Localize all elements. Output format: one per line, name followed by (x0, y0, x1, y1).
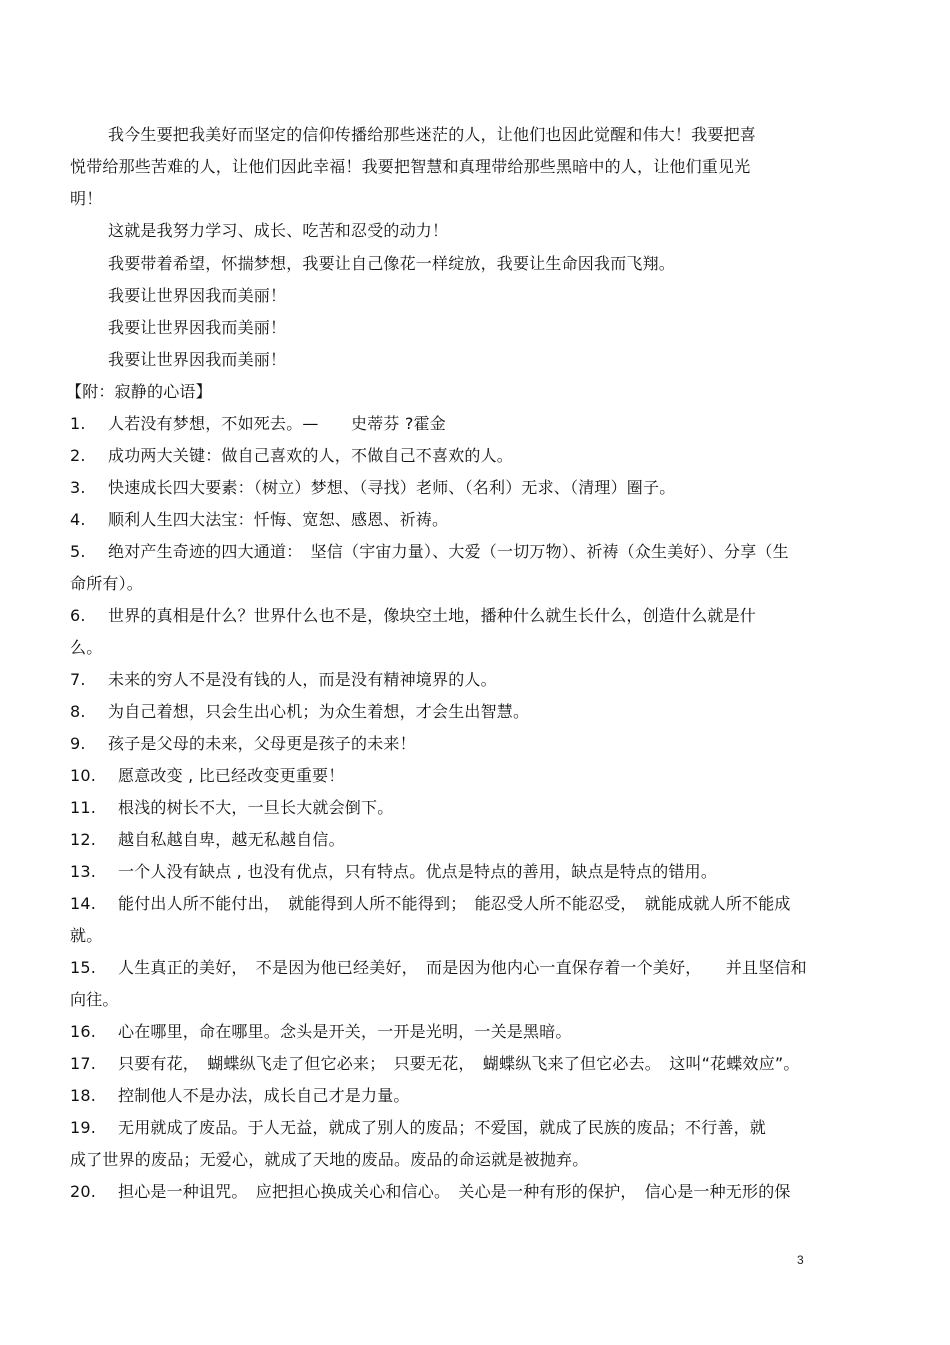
item-text: 越自私越自卑，越无私越自信。 (118, 830, 345, 849)
list-item (70, 1053, 880, 1075)
item-text: 担心是一种诅咒。 应把担心换成关心和信心。 关心是一种有形的保护， 信心是一种无形的保 (118, 1182, 791, 1201)
item-text: 人若没有梦想，不如死去。— 史蒂芬 ?霍金 (108, 414, 446, 433)
item-number: 5. (70, 542, 86, 561)
item-text: 一个人没有缺点 , 也没有优点，只有特点。优点是特点的善用，缺点是特点的错用。 (118, 862, 718, 881)
item-number: 18. (70, 1086, 97, 1105)
item-number: 7. (70, 670, 86, 689)
item-number: 1. (70, 414, 86, 433)
item-text: 只要有花， 蝴蝶纵飞走了但它必来； 只要无花， 蝴蝶纵飞来了但它必去。 这叫“花蝶效应”。 (118, 1054, 800, 1073)
item-number: 13. (70, 862, 97, 881)
item-number: 4. (70, 510, 86, 529)
item-number: 19. (70, 1118, 97, 1137)
item-text: 心在哪里，命在哪里。念头是开关，一开是光明，一关是黑暗。 (118, 1022, 572, 1041)
item-text: 人生真正的美好， 不是因为他已经美好， 而是因为他内心一直保存着一个美好， 并且坚信和 (118, 958, 807, 977)
list-item (70, 477, 880, 499)
paragraph: 我要让世界因我而美丽！ (108, 318, 287, 337)
list-item (70, 1181, 880, 1203)
item-number: 6. (70, 606, 86, 625)
item-text: 愿意改变 , 比已经改变更重要！ (118, 766, 345, 785)
item-number: 8. (70, 702, 86, 721)
paragraph-line: 明！ (70, 189, 103, 208)
paragraph-line: 我今生要把我美好而坚定的信仰传播给那些迷茫的人，让他们也因此觉醒和伟大！我要把喜 (108, 125, 757, 144)
list-item (70, 605, 880, 627)
paragraph: 我要让世界因我而美丽！ (108, 350, 287, 369)
item-number: 20. (70, 1182, 97, 1201)
item-text: 未来的穷人不是没有钱的人，而是没有精神境界的人。 (108, 670, 497, 689)
item-text: 顺利人生四大法宝：忏悔、宽恕、感恩、祈祷。 (108, 510, 449, 529)
paragraph: 我要带着希望，怀揣梦想，我要让自己像花一样绽放，我要让生命因我而飞翔。 (108, 254, 676, 273)
item-number: 15. (70, 958, 97, 977)
list-item (70, 861, 880, 883)
paragraph-line: 悦带给那些苦难的人，让他们因此幸福！我要把智慧和真理带给那些黑暗中的人，让他们重见光 (70, 157, 751, 176)
item-number: 17. (70, 1054, 97, 1073)
item-text: 绝对产生奇迹的四大通道： 坚信（宇宙力量）、大爱（一切万物）、祈祷（众生美好）、分享（生 (108, 542, 789, 561)
list-item (70, 445, 880, 467)
list-item-continuation: 就。 (70, 926, 103, 945)
list-item (70, 413, 880, 435)
list-item (70, 893, 880, 915)
item-number: 2. (70, 446, 86, 465)
item-number: 9. (70, 734, 86, 753)
item-text: 世界的真相是什么？世界什么也不是，像块空土地，播种什么就生长什么，创造什么就是什 (108, 606, 757, 625)
item-number: 10. (70, 766, 97, 785)
item-number: 3. (70, 478, 86, 497)
list-item (70, 829, 880, 851)
item-text: 为自己着想，只会生出心机；为众生着想，才会生出智慧。 (108, 702, 530, 721)
list-item (70, 1117, 880, 1139)
list-item-continuation: 向往。 (70, 990, 119, 1009)
list-item (70, 1021, 880, 1043)
list-item-continuation: 么。 (70, 638, 103, 657)
item-number: 11. (70, 798, 97, 817)
item-text: 能付出人所不能付出， 就能得到人所不能得到； 能忍受人所不能忍受， 就能成就人所不能成 (118, 894, 791, 913)
item-text: 快速成长四大要素：（树立）梦想、（寻找）老师、（名利）无求、（清理）圈子。 (108, 478, 676, 497)
item-text: 成功两大关键：做自己喜欢的人，不做自己不喜欢的人。 (108, 446, 514, 465)
item-number: 14. (70, 894, 97, 913)
item-number: 16. (70, 1022, 97, 1041)
paragraph: 我要让世界因我而美丽！ (108, 286, 287, 305)
list-item (70, 701, 880, 723)
item-text: 控制他人不是办法，成长自己才是力量。 (118, 1086, 410, 1105)
list-item (70, 1085, 880, 1107)
list-item-continuation: 命所有）。 (70, 574, 144, 593)
list-item (70, 765, 880, 787)
item-text: 根浅的树长不大，一旦长大就会倒下。 (118, 798, 394, 817)
paragraph: 这就是我努力学习、成长、吃苦和忍受的动力！ (108, 221, 449, 240)
list-item (70, 797, 880, 819)
item-number: 12. (70, 830, 97, 849)
list-item (70, 669, 880, 691)
list-item (70, 509, 880, 531)
list-item-continuation: 成了世界的废品；无爱心，就成了天地的废品。废品的命运就是被抛弃。 (70, 1150, 589, 1169)
appendix-title: 【附：寂静的心语】 (66, 382, 212, 401)
item-text: 无用就成了废品。于人无益，就成了别人的废品；不爱国，就成了民族的废品；不行善，就 (118, 1118, 767, 1137)
list-item (70, 957, 880, 979)
item-text: 孩子是父母的未来，父母更是孩子的未来！ (108, 734, 416, 753)
page-number: 3 (797, 1253, 804, 1267)
list-item (70, 733, 880, 755)
list-item (70, 541, 880, 563)
